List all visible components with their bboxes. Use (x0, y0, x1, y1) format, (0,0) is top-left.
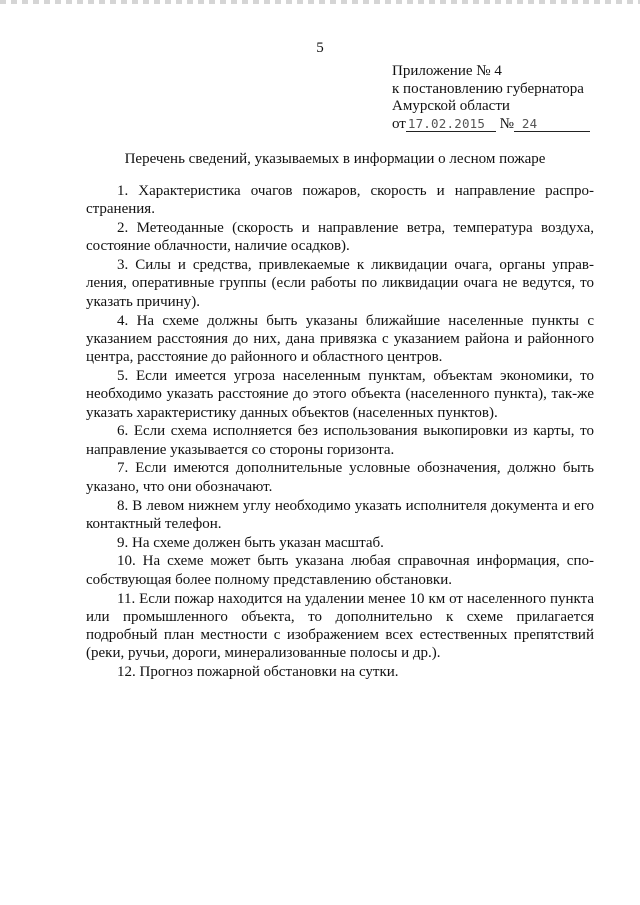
date-prefix: от (392, 115, 406, 132)
appendix-block (392, 63, 622, 133)
date-value: 17.02.2015 (407, 115, 486, 131)
list-item: 5. Если имеется угроза населенным пунктам, объектам экономики, то необходимо указать расстояние до этого объекта (населенного пункта), так-же указать характеристику данных объектов (населенных пунктов). (86, 367, 594, 421)
number-prefix: № (499, 115, 514, 132)
list-item: 12. Прогноз пожарной обстановки на сутки. (117, 664, 399, 681)
appendix-title: Приложение № 4 (392, 63, 502, 79)
appendix-resolution: к постановлению губернатора (392, 80, 584, 97)
list-item: 11. Если пожар находится на удалении менее 10 км от населенного пункта или промышленного объекта, то дополнительно к схеме прилагается подробный план местности с изображением всех естественных препятствий (реки, ручьи, дороги, минерализованные полосы и др.). (86, 590, 594, 662)
list-item: 1. Характеристика очагов пожаров, скорость и направление распро-странения. (86, 183, 594, 218)
list-item: 10. На схеме может быть указана любая справочная информация, спо-собствующая более полному представлению обстановки. (86, 553, 594, 588)
list-item: 8. В левом нижнем углу необходимо указать исполнителя документа и его контактный телефон. (86, 497, 594, 532)
list-item: 3. Силы и средства, привлекаемые к ликвидации очага, органы управ-ления, оперативные группы (если работы по ликвидации очага не ведутся, то указать причину). (86, 257, 594, 310)
list-item: 6. Если схема исполняется без использования выкопировки из карты, то направление указывается со стороны горизонта. (86, 423, 594, 458)
date-field (406, 117, 496, 132)
appendix-region: Амурской области (392, 98, 510, 114)
document-title: Перечень сведений, указываемых в информации о лесном пожаре (124, 151, 546, 167)
list-item: 7. Если имеются дополнительные условные обозначения, должно быть указано, что они обозначают. (86, 460, 594, 495)
list-item: 9. На схеме должен быть указан масштаб. (117, 534, 384, 551)
number-value: 24 (521, 115, 538, 131)
page-number: 5 (316, 40, 324, 56)
list-item: 4. На схеме должны быть указаны ближайшие населенные пункты с указанием расстояния до них, дана привязка с указанием района и районного центра, расстояние до районного и областного центров. (86, 312, 594, 366)
document-body (86, 182, 594, 682)
number-field (514, 117, 590, 132)
scan-edge (0, 0, 640, 4)
appendix-date-line (392, 116, 622, 134)
list-item: 2. Метеоданные (скорость и направление ветра, температура воздуха, состояние облачности, наличие осадков). (86, 220, 594, 255)
